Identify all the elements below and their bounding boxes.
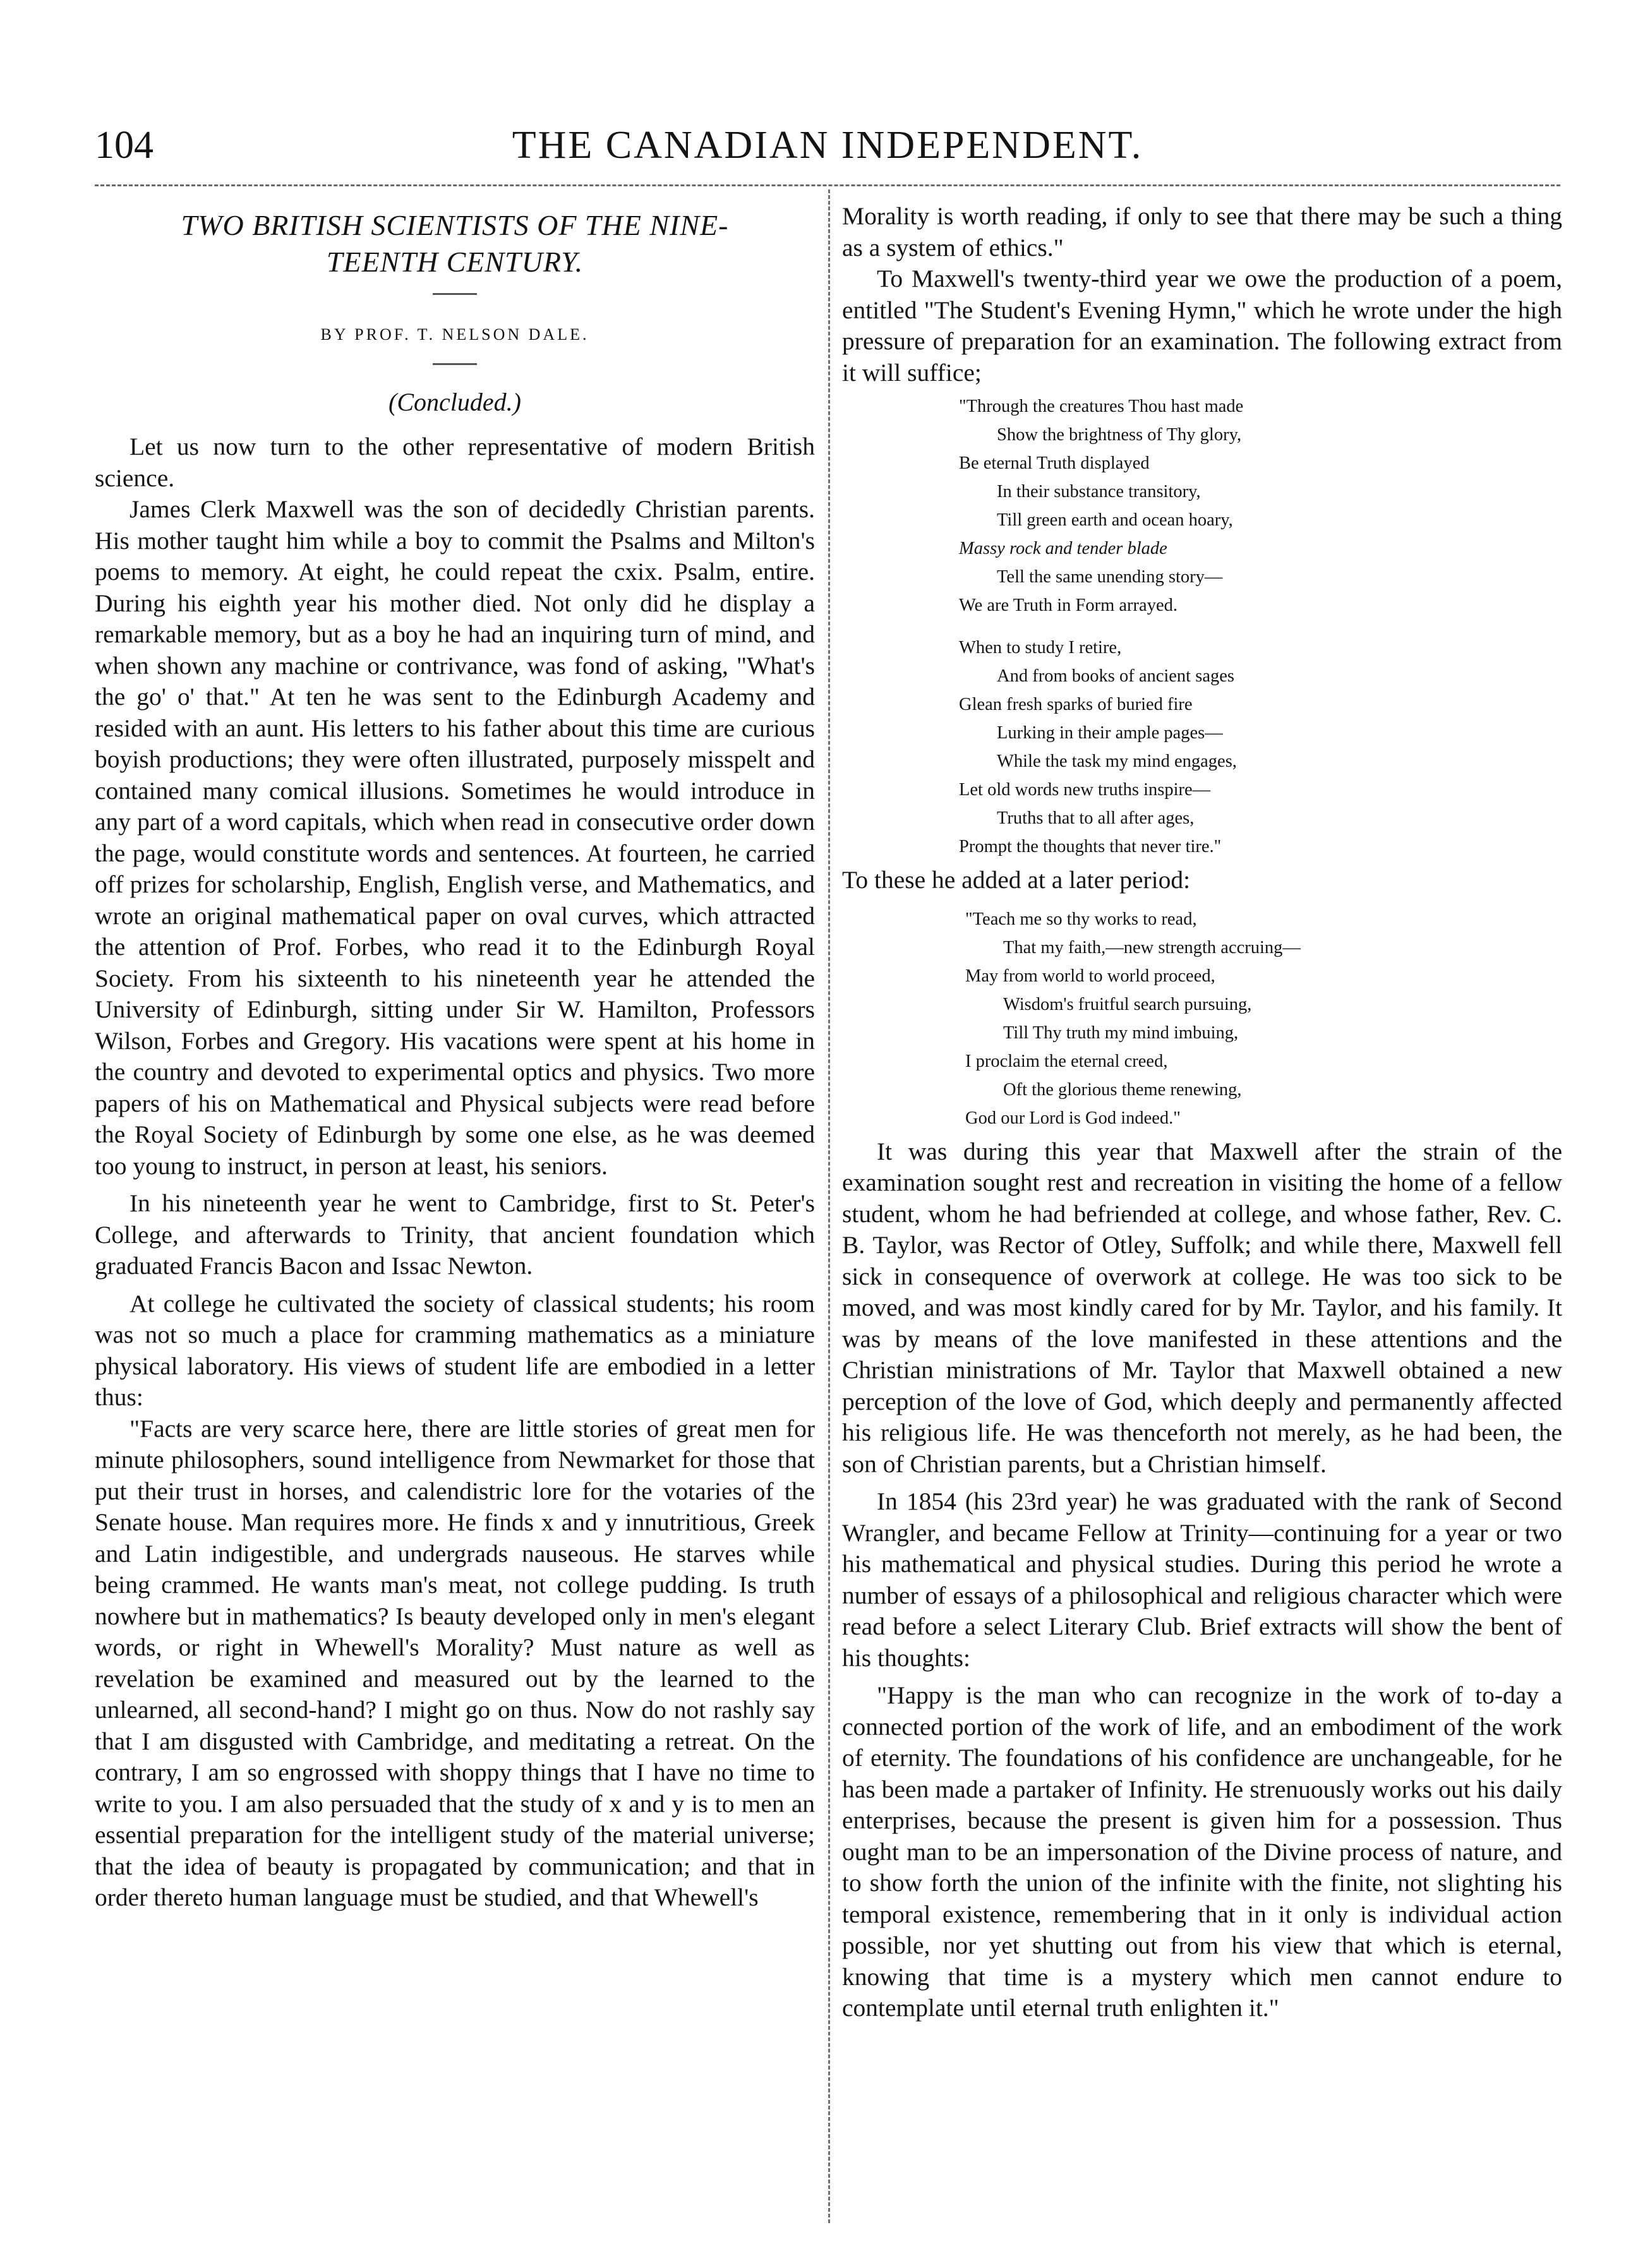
poem-later-verses [842,900,1562,1132]
running-title: THE CANADIAN INDEPENDENT. [512,124,1143,167]
poem-line: "Through the creatures Thou hast made [959,397,1244,416]
page-number: 104 [95,124,154,167]
poem-line: That my faith,—new strength accruing— [1003,937,1301,957]
article-title-line-1: TWO BRITISH SCIENTISTS OF THE NINE- [181,209,729,241]
byline-rule [433,363,477,365]
poem-line: Till Thy truth my mind imbuing, [1003,1023,1239,1043]
poem-line: Truths that to all after ages, [997,808,1195,828]
poem-line: Wisdom's fruitful search pursuing, [1003,994,1252,1014]
poem-students-evening-hymn [842,392,1562,861]
poem-line: Massy rock and tender blade [959,539,1167,558]
concluded-note: (Concluded.) [388,387,521,416]
poem-line: Be eternal Truth displayed [959,453,1150,473]
poem-line: Oft the glorious theme renewing, [1003,1079,1242,1100]
column-divider [828,189,830,2223]
poem-line: Prompt the thoughts that never tire." [959,837,1222,856]
poem-line: "Teach me so thy works to read, [965,909,1197,929]
essay-quote: "Happy is the man who can recognize in the work of to-day a connected portion of the work of life, and an embodiment of the work of eternity. The foundations of his confidence are unchangeable, for he has been made a partaker of Infinity. He strenuously works out his daily enterprises, because the present is given him for a possession. Thus ought man to be an impersonation of the Divine process of nature, and to show forth the union of the infinite with the finite, not slighting his temporal existence, remembering that in it only is individual action possible, nor yet shutting out from his view that which is eternal, knowing that time is a mystery which men cannot endure to contemplate until eternal truth enlighten it." [842,1681,1562,2022]
poem-line: Show the brightness of Thy glory, [997,425,1242,445]
paragraph: At college he cultivated the society of classical students; his room was not so much a place for cramming mathematics as a miniature physical laboratory. His views of student life are embodied in a letter thus: [95,1289,815,1411]
title-rule [433,293,477,295]
poem-line: And from books of ancient sages [997,666,1234,686]
paragraph: Let us now turn to the other representative of modern British science. [95,433,815,492]
poem-line: Lurking in their ample pages— [997,723,1223,743]
page-header [95,117,1560,174]
paragraph: To Maxwell's twenty-third year we owe the production of a poem, entitled "The Student's Evening Hymn," which he wrote under the high pressure of preparation for an examination. The following extract from it will suffice; [842,265,1562,387]
paragraph: In 1854 (his 23rd year) he was graduated with the rank of Second Wrangler, and became Fellow at Trinity—continuing for a year or two his mathematical and physical studies. During this period he wrote a number of essays of a philosophical and religious character which were read before a select Literary Club. Brief extracts will show the bent of his thoughts: [842,1487,1562,1672]
article-title [95,207,815,280]
poem-line: God our Lord is God indeed." [965,1108,1181,1128]
right-column [842,201,1562,2024]
poem-line: Let old words new truths inspire— [959,780,1211,800]
header-rule [95,184,1560,186]
left-column [95,201,815,1914]
poem-line: May from world to world proceed, [965,966,1215,986]
paragraph: In his nineteenth year he went to Cambridge, first to St. Peter's College, and afterwards to Trinity, that ancient foundation which graduated Francis Bacon and Issac Newton. [95,1189,815,1280]
paragraph: It was during this year that Maxwell after the strain of the examination sought rest and recreation in visiting the home of a fellow student, whom he had befriended at college, and whose father, Rev. C. B. Taylor, was Rector of Otley, Suffolk; and while there, Maxwell fell sick in consequence of overwork at college. He was too sick to be moved, and was most kindly cared for by Mr. Taylor, and his family. It was by means of the love manifested in these attentions and the Christian ministrations of Mr. Taylor that Maxwell obtained a new perception of the love of God, which deeply and permanently affected his religious life. He was thenceforth not merely, as he had been, the son of Christian parents, but a Christian himself. [842,1137,1562,1478]
poem-line: I proclaim the eternal creed, [965,1051,1168,1071]
paragraph: James Clerk Maxwell was the son of decidedly Christian parents. His mother taught him while a boy to commit the Psalms and Milton's poems to memory. At eight, he could repeat the cxix. Psalm, entire. During his eighth year his mother died. Not only did he display a remarkable memory, but as a boy he had an inquiring turn of mind, and when shown any machine or contrivance, was fond of asking, "What's the go' o' that." At ten he was sent to the Edinburgh Academy and resided with an aunt. His letters to his father about this time are curious boyish productions; they were often illustrated, purposely misspelt and contained many comical illusions. Sometimes he would introduce in any part of a word capitals, which when read in consecutive order down the page, would constitute words and sentences. At fourteen, he carried off prizes for scholarship, English, English verse, and Mathematics, and wrote an original mathematical paper on oval curves, which attracted the attention of Prof. Forbes, who read it to the Edinburgh Royal Society. From his sixteenth to his nineteenth year he attended the University of Edinburgh, sitting under Sir W. Hamilton, Professors Wilson, Forbes and Gregory. His vacations were spent at his home in the country and devoted to experimental optics and physics. Two more papers of his on Mathematical and Physical subjects were read before the Royal Society of Edinburgh by some one else, as he was deemed too young to instruct, in person at least, his seniors. [95,495,815,1180]
byline: BY PROF. T. NELSON DALE. [320,325,589,344]
letter-quote: "Facts are very scarce here, there are little stories of great men for minute philosophers, sound intelligence from Newmarket for those that put their trust in horses, and calendistric lore for the votaries of the Senate house. Man requires more. He finds x and y innutritious, Greek and Latin indigestible, and undergrads nauseous. He starves while being crammed. He wants man's meat, not college pudding. Is truth nowhere but in mathematics? Is beauty developed only in men's elegant words, or right in Whewell's Morality? Must nature as well as revelation be examined and measured out by the learned to the unlearned, all second-hand? I might go on thus. Now do not rashly say that I am disgusted with Cambridge, and meditating a retreat. On the contrary, I am so engrossed with shoppy things that I have no time to write to you. I am also persuaded that the study of x and y is to men an essential preparation for the intelligent study of the material universe; that the idea of beauty is propagated by communication; and that in order thereto human language must be studied, and that Whewell's [95,1414,815,1911]
poem-line: While the task my mind engages, [997,752,1237,771]
article-title-line-2: TEENTH CENTURY. [326,246,584,278]
paragraph: To these he added at a later period: [842,866,1191,894]
poem-line: Till green earth and ocean hoary, [997,510,1233,530]
poem-line: Tell the same unending story— [997,567,1223,587]
poem-line: Glean fresh sparks of buried fire [959,695,1193,714]
poem-line: In their substance transitory, [997,482,1201,501]
paragraph: Morality is worth reading, if only to see that there may be such a thing as a system of ethics." [842,202,1562,261]
poem-line: We are Truth in Form arrayed. [959,596,1177,615]
poem-line: When to study I retire, [959,638,1122,657]
